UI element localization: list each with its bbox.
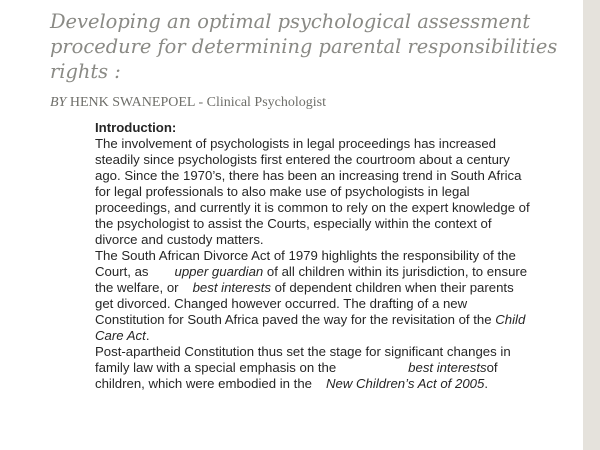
para2-child-care-act: Child Care Act <box>95 312 526 343</box>
byline-role: - Clinical Psychologist <box>198 95 326 110</box>
slide-title: Developing an optimal psychological assessment procedure for determining parental responsibilities rights : <box>50 10 558 83</box>
para3-best-interests: best interests <box>408 360 487 375</box>
para2-text-1: The South African Divorce Act of 1979 highlights the responsibility of the Court, as <box>95 248 516 279</box>
para3-text-2: of children, which were embodied in the <box>95 360 498 391</box>
slide-body <box>95 120 535 392</box>
paragraph-1: The involvement of psychologists in legal proceedings has increased steadily since psychologists first entered the courtroom about a century ago. Since the 1970’s, there has been an increasing trend in South Africa for legal professionals to also make use of psychologists in legal proceedings, and currently it is common to rely on the expert knowledge of the psychologist to assist the Courts, especially within the context of divorce and custody matters. <box>95 136 530 247</box>
byline-by: BY <box>50 95 67 110</box>
byline <box>50 95 326 111</box>
paragraph-2 <box>95 248 535 344</box>
para3-new-childrens-act: New Children’s Act of 2005 <box>325 376 485 391</box>
para3-text-3: . <box>484 376 488 391</box>
accent-bar <box>583 0 600 450</box>
para2-text-4: . <box>145 328 150 343</box>
para2-text-3: of dependent children when their parents get divorced. Changed however occurred. The drafting of a new Constitution for South Africa paved the way for the revisitation of the <box>95 280 514 327</box>
para3-text-1: Post-apartheid Constitution thus set the stage for significant changes in family law with a special emphasis on the <box>95 344 511 375</box>
para2-upper-guardian: upper guardian <box>174 264 264 279</box>
paragraph-3 <box>95 344 535 392</box>
byline-author: HENK SWANEPOEL <box>69 95 195 110</box>
para2-text-2: of all children within its jurisdiction, to ensure the welfare, or <box>95 264 528 295</box>
intro-heading: Introduction: <box>95 120 177 135</box>
para2-best-interests: best interests <box>192 280 271 295</box>
